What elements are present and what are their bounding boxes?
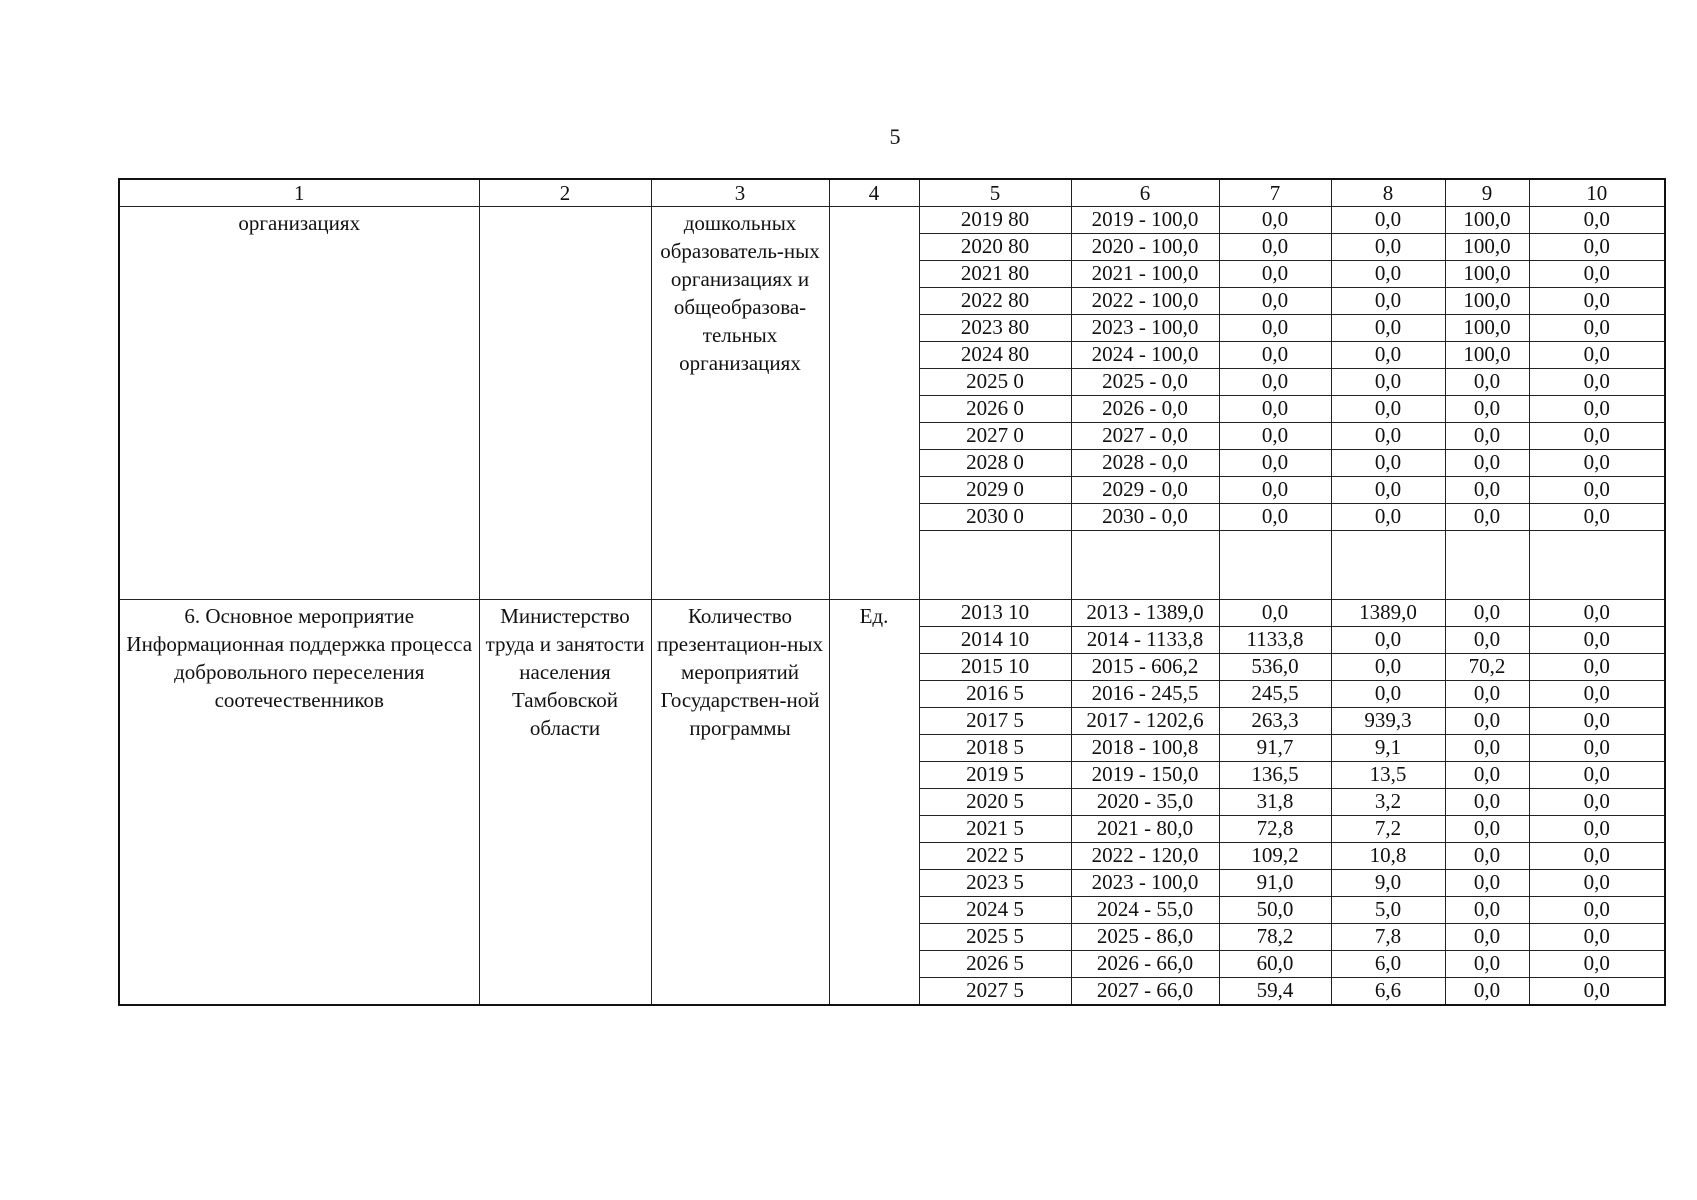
value-cell-col5: 2014 10 bbox=[919, 627, 1071, 654]
value-cell-col9: 0,0 bbox=[1445, 627, 1529, 654]
value-cell-col5: 2016 5 bbox=[919, 681, 1071, 708]
value-cell-col7: 0,0 bbox=[1219, 234, 1331, 261]
value-cell-col10: 0,0 bbox=[1529, 816, 1665, 843]
value-cell-col6: 2016 - 245,5 bbox=[1071, 681, 1219, 708]
value-cell-col8: 0,0 bbox=[1331, 423, 1445, 450]
value-cell-col9: 0,0 bbox=[1445, 897, 1529, 924]
header-cell: 2 bbox=[479, 179, 651, 207]
value-cell-col8: 1389,0 bbox=[1331, 600, 1445, 627]
value-cell-col10: 0,0 bbox=[1529, 681, 1665, 708]
value-cell-col8: 939,3 bbox=[1331, 708, 1445, 735]
executor-cell bbox=[479, 207, 651, 600]
value-cell-col10: 0,0 bbox=[1529, 450, 1665, 477]
value-cell-col7: 0,0 bbox=[1219, 342, 1331, 369]
empty-cell bbox=[1219, 531, 1331, 600]
value-cell-col6: 2028 - 0,0 bbox=[1071, 450, 1219, 477]
value-cell-col6: 2017 - 1202,6 bbox=[1071, 708, 1219, 735]
value-cell-col5: 2023 5 bbox=[919, 870, 1071, 897]
page-number: 5 bbox=[889, 124, 901, 149]
unit-cell: Ед. bbox=[829, 600, 919, 1006]
value-cell-col8: 5,0 bbox=[1331, 897, 1445, 924]
value-cell-col8: 0,0 bbox=[1331, 477, 1445, 504]
value-cell-col10: 0,0 bbox=[1529, 207, 1665, 234]
value-cell-col8: 0,0 bbox=[1331, 234, 1445, 261]
value-cell-col8: 0,0 bbox=[1331, 315, 1445, 342]
value-cell-col7: 245,5 bbox=[1219, 681, 1331, 708]
value-cell-col9: 100,0 bbox=[1445, 261, 1529, 288]
value-cell-col7: 60,0 bbox=[1219, 951, 1331, 978]
value-cell-col10: 0,0 bbox=[1529, 708, 1665, 735]
value-cell-col7: 263,3 bbox=[1219, 708, 1331, 735]
value-cell-col6: 2021 - 100,0 bbox=[1071, 261, 1219, 288]
value-cell-col5: 2026 5 bbox=[919, 951, 1071, 978]
value-cell-col8: 0,0 bbox=[1331, 504, 1445, 531]
value-cell-col7: 0,0 bbox=[1219, 369, 1331, 396]
value-cell-col8: 3,2 bbox=[1331, 789, 1445, 816]
value-cell-col8: 9,0 bbox=[1331, 870, 1445, 897]
value-cell-col8: 0,0 bbox=[1331, 654, 1445, 681]
value-cell-col6: 2020 - 35,0 bbox=[1071, 789, 1219, 816]
value-cell-col6: 2025 - 86,0 bbox=[1071, 924, 1219, 951]
value-cell-col6: 2024 - 100,0 bbox=[1071, 342, 1219, 369]
value-cell-col9: 100,0 bbox=[1445, 315, 1529, 342]
value-cell-col6: 2022 - 120,0 bbox=[1071, 843, 1219, 870]
value-cell-col9: 0,0 bbox=[1445, 600, 1529, 627]
value-cell-col5: 2017 5 bbox=[919, 708, 1071, 735]
value-cell-col5: 2024 80 bbox=[919, 342, 1071, 369]
value-cell-col7: 0,0 bbox=[1219, 261, 1331, 288]
value-cell-col9: 0,0 bbox=[1445, 477, 1529, 504]
value-cell-col6: 2020 - 100,0 bbox=[1071, 234, 1219, 261]
value-cell-col9: 0,0 bbox=[1445, 978, 1529, 1006]
value-cell-col6: 2026 - 0,0 bbox=[1071, 396, 1219, 423]
header-cell: 4 bbox=[829, 179, 919, 207]
empty-cell bbox=[1071, 531, 1219, 600]
value-cell-col10: 0,0 bbox=[1529, 234, 1665, 261]
value-cell-col5: 2027 0 bbox=[919, 423, 1071, 450]
value-cell-col7: 91,7 bbox=[1219, 735, 1331, 762]
value-cell-col8: 6,0 bbox=[1331, 951, 1445, 978]
value-cell-col6: 2019 - 150,0 bbox=[1071, 762, 1219, 789]
value-cell-col7: 78,2 bbox=[1219, 924, 1331, 951]
header-cell: 1 bbox=[119, 179, 479, 207]
value-cell-col7: 109,2 bbox=[1219, 843, 1331, 870]
value-cell-col6: 2022 - 100,0 bbox=[1071, 288, 1219, 315]
value-cell-col9: 0,0 bbox=[1445, 369, 1529, 396]
value-cell-col7: 0,0 bbox=[1219, 504, 1331, 531]
value-cell-col7: 0,0 bbox=[1219, 477, 1331, 504]
value-cell-col10: 0,0 bbox=[1529, 627, 1665, 654]
value-cell-col8: 0,0 bbox=[1331, 450, 1445, 477]
value-cell-col7: 136,5 bbox=[1219, 762, 1331, 789]
value-cell-col7: 72,8 bbox=[1219, 816, 1331, 843]
value-cell-col9: 70,2 bbox=[1445, 654, 1529, 681]
header-cell: 6 bbox=[1071, 179, 1219, 207]
value-cell-col7: 1133,8 bbox=[1219, 627, 1331, 654]
value-cell-col7: 0,0 bbox=[1219, 288, 1331, 315]
value-cell-col10: 0,0 bbox=[1529, 870, 1665, 897]
header-cell: 9 bbox=[1445, 179, 1529, 207]
value-cell-col8: 10,8 bbox=[1331, 843, 1445, 870]
value-cell-col9: 0,0 bbox=[1445, 735, 1529, 762]
value-cell-col9: 100,0 bbox=[1445, 288, 1529, 315]
value-cell-col7: 0,0 bbox=[1219, 450, 1331, 477]
value-cell-col7: 0,0 bbox=[1219, 396, 1331, 423]
value-cell-col5: 2022 80 bbox=[919, 288, 1071, 315]
value-cell-col5: 2028 0 bbox=[919, 450, 1071, 477]
value-cell-col5: 2021 80 bbox=[919, 261, 1071, 288]
value-cell-col8: 0,0 bbox=[1331, 369, 1445, 396]
value-cell-col7: 31,8 bbox=[1219, 789, 1331, 816]
value-cell-col10: 0,0 bbox=[1529, 315, 1665, 342]
value-cell-col5: 2025 0 bbox=[919, 369, 1071, 396]
value-cell-col9: 0,0 bbox=[1445, 708, 1529, 735]
value-cell-col9: 100,0 bbox=[1445, 207, 1529, 234]
value-cell-col8: 6,6 bbox=[1331, 978, 1445, 1006]
value-cell-col10: 0,0 bbox=[1529, 600, 1665, 627]
value-cell-col7: 536,0 bbox=[1219, 654, 1331, 681]
value-cell-col6: 2027 - 66,0 bbox=[1071, 978, 1219, 1006]
value-cell-col6: 2023 - 100,0 bbox=[1071, 315, 1219, 342]
value-cell-col5: 2020 5 bbox=[919, 789, 1071, 816]
value-cell-col9: 0,0 bbox=[1445, 870, 1529, 897]
value-cell-col8: 0,0 bbox=[1331, 627, 1445, 654]
value-cell-col9: 100,0 bbox=[1445, 342, 1529, 369]
value-cell-col8: 13,5 bbox=[1331, 762, 1445, 789]
value-cell-col10: 0,0 bbox=[1529, 288, 1665, 315]
value-cell-col9: 0,0 bbox=[1445, 504, 1529, 531]
value-cell-col6: 2021 - 80,0 bbox=[1071, 816, 1219, 843]
value-cell-col10: 0,0 bbox=[1529, 762, 1665, 789]
value-cell-col10: 0,0 bbox=[1529, 369, 1665, 396]
header-cell: 5 bbox=[919, 179, 1071, 207]
event-name-cell: 6. Основное мероприятие Информационная поддержка процесса добровольного переселения соотечественников bbox=[119, 600, 479, 1006]
value-cell-col10: 0,0 bbox=[1529, 504, 1665, 531]
value-cell-col8: 0,0 bbox=[1331, 681, 1445, 708]
value-cell-col5: 2015 10 bbox=[919, 654, 1071, 681]
value-cell-col8: 0,0 bbox=[1331, 396, 1445, 423]
value-cell-col9: 100,0 bbox=[1445, 234, 1529, 261]
value-cell-col9: 0,0 bbox=[1445, 816, 1529, 843]
indicator-cell: дошкольных образователь-ных организациях и общеобразова-тельных организациях bbox=[651, 207, 829, 600]
value-cell-col5: 2027 5 bbox=[919, 978, 1071, 1006]
value-cell-col7: 91,0 bbox=[1219, 870, 1331, 897]
value-cell-col10: 0,0 bbox=[1529, 342, 1665, 369]
value-cell-col6: 2024 - 55,0 bbox=[1071, 897, 1219, 924]
value-cell-col9: 0,0 bbox=[1445, 396, 1529, 423]
value-cell-col7: 0,0 bbox=[1219, 423, 1331, 450]
value-cell-col6: 2025 - 0,0 bbox=[1071, 369, 1219, 396]
header-row bbox=[119, 179, 1665, 207]
value-cell-col8: 0,0 bbox=[1331, 207, 1445, 234]
indicator-cell: Количество презентацион-ных мероприятий Государствен-ной программы bbox=[651, 600, 829, 1006]
value-cell-col6: 2013 - 1389,0 bbox=[1071, 600, 1219, 627]
value-cell-col9: 0,0 bbox=[1445, 924, 1529, 951]
value-cell-col5: 2025 5 bbox=[919, 924, 1071, 951]
value-cell-col5: 2013 10 bbox=[919, 600, 1071, 627]
table-row bbox=[119, 600, 1665, 627]
value-cell-col5: 2022 5 bbox=[919, 843, 1071, 870]
value-cell-col5: 2019 5 bbox=[919, 762, 1071, 789]
value-cell-col5: 2029 0 bbox=[919, 477, 1071, 504]
value-cell-col5: 2018 5 bbox=[919, 735, 1071, 762]
value-cell-col5: 2023 80 bbox=[919, 315, 1071, 342]
value-cell-col10: 0,0 bbox=[1529, 924, 1665, 951]
value-cell-col9: 0,0 bbox=[1445, 423, 1529, 450]
value-cell-col9: 0,0 bbox=[1445, 843, 1529, 870]
value-cell-col6: 2030 - 0,0 bbox=[1071, 504, 1219, 531]
value-cell-col7: 0,0 bbox=[1219, 315, 1331, 342]
value-cell-col5: 2024 5 bbox=[919, 897, 1071, 924]
value-cell-col8: 7,2 bbox=[1331, 816, 1445, 843]
empty-cell bbox=[1331, 531, 1445, 600]
program-table bbox=[118, 178, 1666, 1006]
value-cell-col6: 2014 - 1133,8 bbox=[1071, 627, 1219, 654]
value-cell-col10: 0,0 bbox=[1529, 477, 1665, 504]
header-cell: 3 bbox=[651, 179, 829, 207]
value-cell-col5: 2019 80 bbox=[919, 207, 1071, 234]
value-cell-col10: 0,0 bbox=[1529, 843, 1665, 870]
value-cell-col5: 2026 0 bbox=[919, 396, 1071, 423]
table-row bbox=[119, 207, 1665, 234]
empty-cell bbox=[919, 531, 1071, 600]
value-cell-col5: 2020 80 bbox=[919, 234, 1071, 261]
empty-cell bbox=[1445, 531, 1529, 600]
header-cell: 7 bbox=[1219, 179, 1331, 207]
value-cell-col6: 2018 - 100,8 bbox=[1071, 735, 1219, 762]
value-cell-col8: 0,0 bbox=[1331, 288, 1445, 315]
header-cell: 8 bbox=[1331, 179, 1445, 207]
value-cell-col9: 0,0 bbox=[1445, 681, 1529, 708]
value-cell-col9: 0,0 bbox=[1445, 789, 1529, 816]
value-cell-col6: 2026 - 66,0 bbox=[1071, 951, 1219, 978]
value-cell-col10: 0,0 bbox=[1529, 423, 1665, 450]
unit-cell bbox=[829, 207, 919, 600]
value-cell-col8: 0,0 bbox=[1331, 261, 1445, 288]
value-cell-col10: 0,0 bbox=[1529, 654, 1665, 681]
value-cell-col6: 2019 - 100,0 bbox=[1071, 207, 1219, 234]
empty-cell bbox=[1529, 531, 1665, 600]
value-cell-col6: 2027 - 0,0 bbox=[1071, 423, 1219, 450]
value-cell-col6: 2029 - 0,0 bbox=[1071, 477, 1219, 504]
value-cell-col6: 2015 - 606,2 bbox=[1071, 654, 1219, 681]
value-cell-col10: 0,0 bbox=[1529, 396, 1665, 423]
value-cell-col6: 2023 - 100,0 bbox=[1071, 870, 1219, 897]
value-cell-col10: 0,0 bbox=[1529, 735, 1665, 762]
header-cell: 10 bbox=[1529, 179, 1665, 207]
value-cell-col8: 0,0 bbox=[1331, 342, 1445, 369]
value-cell-col10: 0,0 bbox=[1529, 978, 1665, 1006]
value-cell-col10: 0,0 bbox=[1529, 789, 1665, 816]
event-name-cell: организациях bbox=[119, 207, 479, 600]
value-cell-col7: 59,4 bbox=[1219, 978, 1331, 1006]
value-cell-col5: 2030 0 bbox=[919, 504, 1071, 531]
value-cell-col7: 50,0 bbox=[1219, 897, 1331, 924]
value-cell-col8: 9,1 bbox=[1331, 735, 1445, 762]
value-cell-col10: 0,0 bbox=[1529, 951, 1665, 978]
value-cell-col9: 0,0 bbox=[1445, 450, 1529, 477]
value-cell-col10: 0,0 bbox=[1529, 261, 1665, 288]
value-cell-col7: 0,0 bbox=[1219, 207, 1331, 234]
value-cell-col5: 2021 5 bbox=[919, 816, 1071, 843]
executor-cell: Министерство труда и занятости населения Тамбовской области bbox=[479, 600, 651, 1006]
value-cell-col10: 0,0 bbox=[1529, 897, 1665, 924]
value-cell-col9: 0,0 bbox=[1445, 951, 1529, 978]
table-body bbox=[119, 179, 1665, 1005]
value-cell-col9: 0,0 bbox=[1445, 762, 1529, 789]
value-cell-col7: 0,0 bbox=[1219, 600, 1331, 627]
value-cell-col8: 7,8 bbox=[1331, 924, 1445, 951]
